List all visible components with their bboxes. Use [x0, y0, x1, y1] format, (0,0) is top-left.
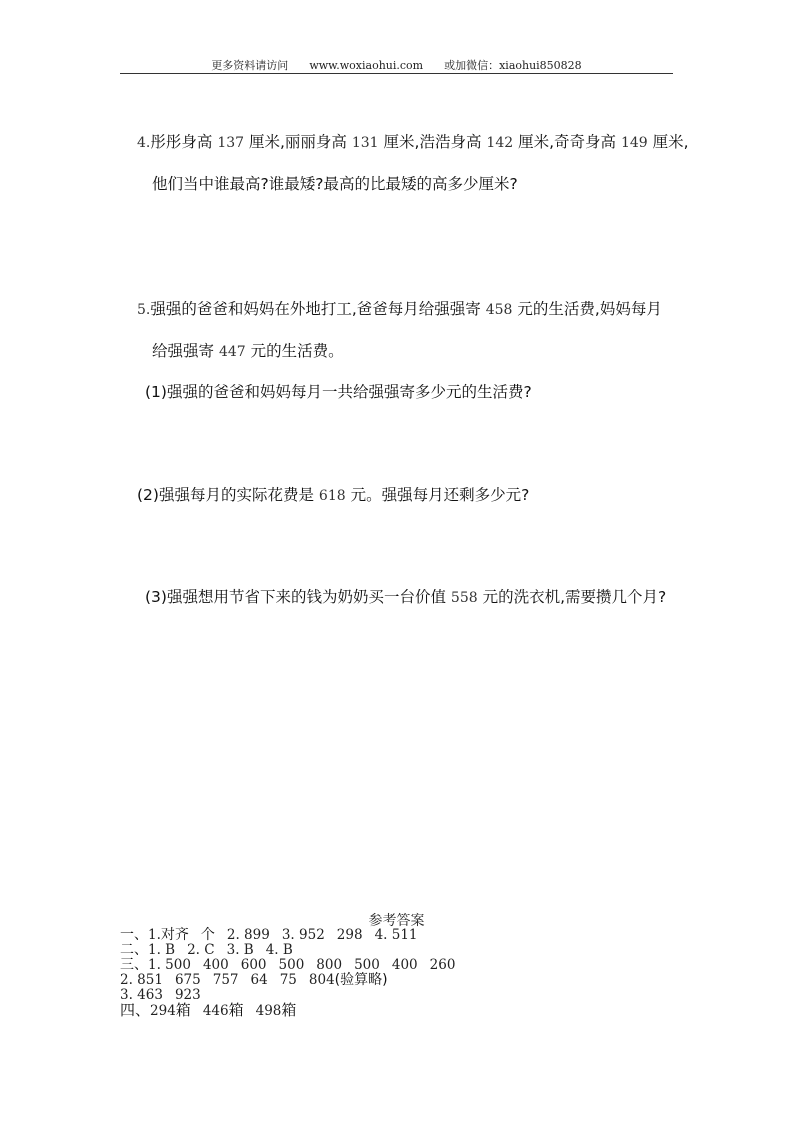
answer-line-1: 一、1.对齐 个 2. 899 3. 952 298 4. 511: [120, 927, 418, 943]
question-5-part-2: (2)强强每月的实际花费是 618 元。强强每月还剩多少元?: [137, 486, 530, 504]
answers-title: 参考答案: [368, 913, 425, 929]
header-site-link[interactable]: www.woxiaohui.com: [309, 59, 424, 72]
question-4-number: 4.: [137, 135, 151, 151]
answer-line-2: 二、1. B 2. C 3. B 4. B: [120, 942, 293, 958]
page-header: [0, 57, 793, 73]
question-5-part-3: (3)强强想用节省下来的钱为奶奶买一台价值 558 元的洗衣机,需要攒几个月?: [145, 588, 667, 606]
header-divider: [120, 73, 673, 74]
question-5-line-2: 给强强寄 447 元的生活费。: [152, 342, 344, 360]
header-wechat-text: 或加微信：xiaohui850828: [444, 59, 582, 72]
header-left-text: 更多资料请访问: [211, 59, 289, 72]
question-5-line-1: 5.强强的爸爸和妈妈在外地打工,爸爸每月给强强寄 458 元的生活费,妈妈每月: [137, 300, 662, 318]
question-5-number: 5.: [137, 302, 151, 318]
answer-line-6: 四、294箱 446箱 498箱: [120, 1001, 297, 1019]
question-4-line-1: 4.彤彤身高 137 厘米,丽丽身高 131 厘米,浩浩身高 142 厘米,奇奇身高 149 厘米,: [137, 133, 689, 151]
question-5-part-1: (1)强强的爸爸和妈妈每月一共给强强寄多少元的生活费?: [145, 383, 532, 401]
question-4-line-2: 他们当中谁最高?谁最矮?最高的比最矮的高多少厘米?: [152, 175, 518, 193]
answer-line-5: 3. 463 923: [120, 987, 201, 1003]
answer-line-4: 2. 851 675 757 64 75 804(验算略): [120, 972, 388, 988]
answer-line-3: 三、1. 500 400 600 500 800 500 400 260: [120, 957, 456, 973]
